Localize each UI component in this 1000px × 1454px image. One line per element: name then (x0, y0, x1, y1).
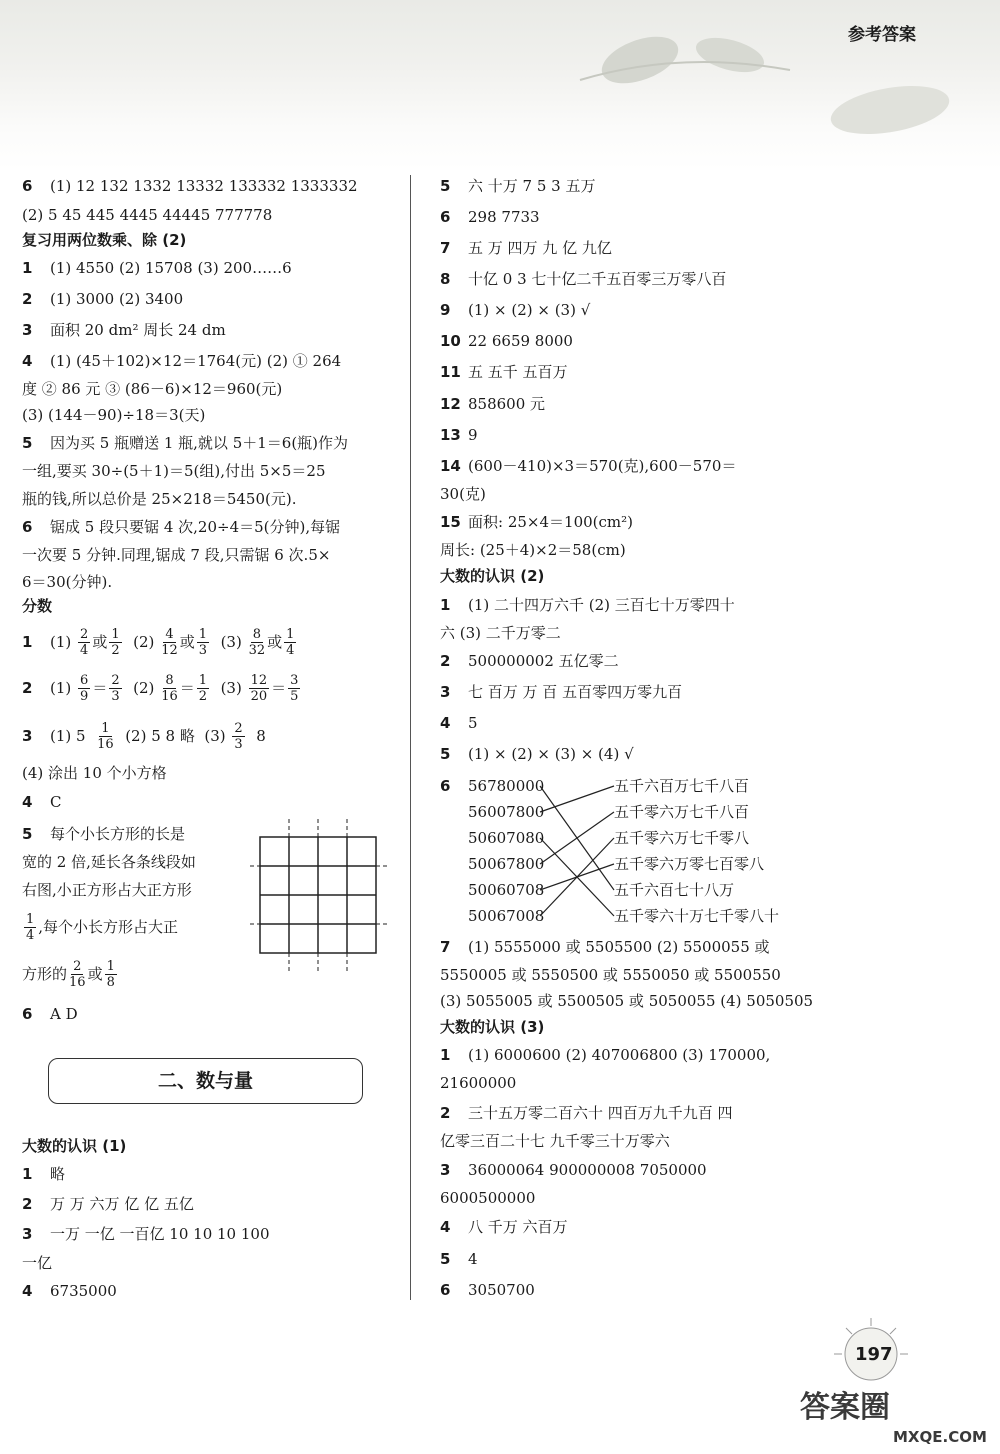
answer-line: 21600000 (440, 1074, 517, 1092)
answer-line: 7 五 万 四万 九 亿 九亿 (440, 239, 612, 257)
answer-line: 1 (1) 6000600 (2) 407006800 (3) 170000, (440, 1046, 771, 1064)
answer-line: 11 五 五千 五百万 (440, 363, 568, 381)
answer-line: 1 略 (22, 1165, 66, 1183)
fraction-answer: 3 (1) 5 $\frac{1}{16}$ (2) 5 8 略 (3) $\frac{2}{3}$ 8 (22, 720, 266, 752)
answer-line: 2 万 万 六万 亿 亿 五亿 (22, 1195, 194, 1213)
answer-line: 5 (1) × (2) × (3) × (4) √ (440, 745, 634, 763)
match-left-item: 50067800 (468, 855, 545, 873)
answer-line: 6 3050700 (440, 1281, 535, 1299)
answer-line: 5550005 或 5550500 或 5550050 或 5500550 (440, 966, 781, 984)
answer-line: 3 一万 一亿 一百亿 10 10 10 100 (22, 1225, 270, 1243)
match-right-item: 五千零六万零七百零八 (614, 855, 765, 873)
grid-figure (250, 815, 390, 975)
answer-line: 1 (1) 二十四万六千 (2) 三百七十万零四十 (440, 596, 735, 614)
answer-line: 6＝30(分钟). (22, 573, 113, 591)
answer-line: 六 (3) 二千万零二 (440, 624, 561, 642)
answer-line: 瓶的钱,所以总价是 25×218＝5450(元). (22, 490, 297, 508)
answer-line: 6000500000 (440, 1189, 536, 1207)
answer-line: 10 22 6659 8000 (440, 332, 573, 350)
watermark-url: MXQE.COM (893, 1428, 987, 1446)
answer-line: 一次要 5 分钟.同理,锯成 7 段,只需锯 6 次.5× (22, 546, 331, 564)
section-heading: 大数的认识 (2) (440, 567, 545, 585)
answer-line: 2 (1) 3000 (2) 3400 (22, 290, 184, 308)
answer-line: 方形的 $\frac{2}{16}$ 或 $\frac{1}{8}$ (22, 958, 115, 990)
answer-line: 6 (440, 777, 451, 795)
answer-line: 度 ② 86 元 ③ (86－6)×12＝960(元) (22, 380, 283, 398)
answer-line: 5 每个小长方形的长是 (22, 825, 186, 843)
answer-line: 2 500000002 五亿零二 (440, 652, 619, 670)
chapter-banner: 二、数与量 (48, 1058, 363, 1104)
section-heading: 复习用两位数乘、除 (2) (22, 231, 187, 249)
answer-line: 5 六 十万 7 5 3 五万 (440, 177, 596, 195)
match-left-item: 50607080 (468, 829, 545, 847)
answer-line: $\frac{1}{4}$ ,每个小长方形占大正 (26, 911, 179, 943)
answer-line: 4 (1) (45＋102)×12＝1764(元) (2) ① 264 (22, 352, 342, 370)
answer-line: 4 5 (440, 714, 478, 732)
answer-line: 6 锯成 5 段只要锯 4 次,20÷4＝5(分钟),每锯 (22, 518, 341, 536)
answer-line: 4 八 千万 六百万 (440, 1218, 568, 1236)
answer-line: 宽的 2 倍,延长各条线段如 (22, 853, 196, 871)
answer-line: 3 面积 20 dm² 周长 24 dm (22, 321, 226, 339)
answer-line: 1 (1) 4550 (2) 15708 (3) 200……6 (22, 259, 292, 277)
answer-line: 4 6735000 (22, 1282, 117, 1300)
match-right-item: 五千零六万七千零八 (614, 829, 750, 847)
answer-line: 3 七 百万 万 百 五百零四万零九百 (440, 683, 683, 701)
answer-line: 3 36000064 900000008 7050000 (440, 1161, 707, 1179)
answer-line: 30(克) (440, 485, 486, 503)
match-left-item: 50060708 (468, 881, 545, 899)
header-title: 参考答案 (848, 25, 916, 45)
answer-line: 一亿 (22, 1254, 53, 1272)
match-left-item: 56780000 (468, 777, 545, 795)
answer-line: 5 因为买 5 瓶赠送 1 瓶,就以 5＋1＝6(瓶)作为 (22, 434, 349, 452)
answer-line: 亿零三百二十七 九千零三十万零六 (440, 1132, 670, 1150)
match-right-item: 五千六百万七千八百 (614, 777, 750, 795)
column-divider (410, 175, 411, 1300)
section-heading: 分数 (22, 597, 53, 615)
answer-line: (3) 5055005 或 5500505 或 5050055 (4) 5050505 (440, 992, 814, 1010)
answer-line: 6 A D (22, 1005, 78, 1023)
page-number: 197 (855, 1344, 893, 1365)
section-heading: 大数的认识 (3) (440, 1018, 545, 1036)
answer-line: 14 (600－410)×3＝570(克),600－570＝ (440, 457, 737, 475)
answer-line: (4) 涂出 10 个小方格 (22, 764, 167, 782)
fraction-answer: 1 (1) $\frac{2}{4}$ 或 $\frac{1}{2}$ (2) $\frac{4}{12}$ 或 $\frac{1}{3}$ (3) $\frac{8}{32}$ 或 $\frac{1}{4}$ (22, 626, 295, 658)
answer-line: 8 十亿 0 3 七十亿二千五百零三万零八百 (440, 270, 727, 288)
answer-line: 7 (1) 5555000 或 5505500 (2) 5500055 或 (440, 938, 770, 956)
answer-line: 5 4 (440, 1250, 478, 1268)
section-heading: 大数的认识 (1) (22, 1137, 127, 1155)
match-left-item: 56007800 (468, 803, 545, 821)
fraction-answer: 2 (1) $\frac{6}{9}$ ＝ $\frac{2}{3}$ (2) $\frac{8}{16}$ ＝ $\frac{1}{2}$ (3) $\frac{12}{20}$ ＝ $\frac{3}{5}$ (22, 672, 299, 704)
answer-line: 周长: (25＋4)×2＝58(cm) (440, 541, 626, 559)
match-right-item: 五千零六十万七千零八十 (614, 907, 780, 925)
answer-line: 15 面积: 25×4＝100(cm²) (440, 513, 633, 531)
answer-line: 6 (1) 12 132 1332 13332 133332 1333332 (22, 177, 358, 195)
answer-line: 12 858600 元 (440, 395, 546, 413)
matching-lines (538, 776, 618, 936)
answer-line: (3) (144－90)÷18＝3(天) (22, 406, 206, 424)
match-left-item: 50067008 (468, 907, 545, 925)
answer-line: (2) 5 45 445 4445 44445 777778 (22, 206, 273, 224)
answer-line: 6 298 7733 (440, 208, 540, 226)
watermark-logo: 答案圈 (800, 1390, 890, 1425)
match-right-item: 五千零六万七千八百 (614, 803, 750, 821)
answer-line: 13 9 (440, 426, 478, 444)
match-right-item: 五千六百七十八万 (614, 881, 735, 899)
answer-line: 一组,要买 30÷(5＋1)＝5(组),付出 5×5＝25 (22, 462, 326, 480)
leaf-decoration (560, 20, 1000, 170)
answer-line: 9 (1) × (2) × (3) √ (440, 301, 591, 319)
answer-line: 2 三十五万零二百六十 四百万九千九百 四 (440, 1104, 733, 1122)
answer-line: 4 C (22, 793, 62, 811)
answer-line: 右图,小正方形占大正方形 (22, 881, 192, 899)
